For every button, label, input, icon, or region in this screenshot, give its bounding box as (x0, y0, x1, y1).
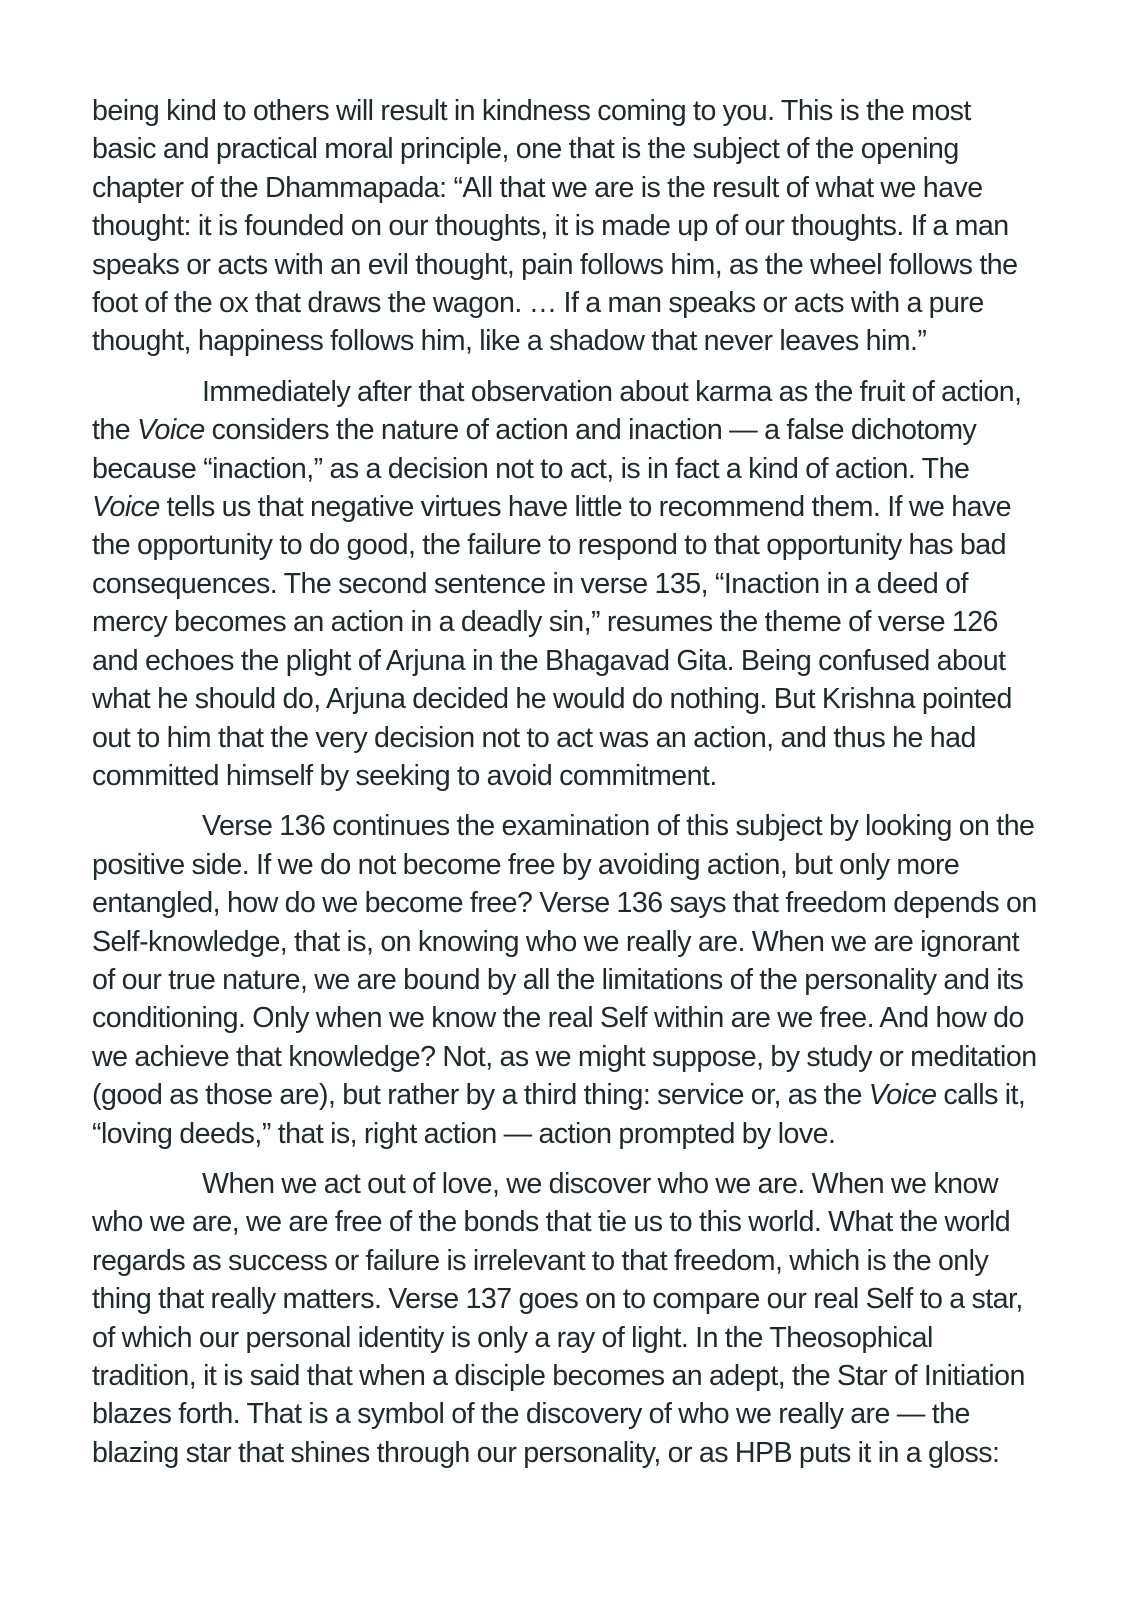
text-line (92, 373, 1052, 411)
paragraph (92, 1165, 1052, 1472)
text-run: considers the nature of action and inaction — a false dichotomy (204, 414, 977, 447)
text-line (92, 1165, 1052, 1203)
text-run: we achieve that knowledge? Not, as we might suppose, by study or meditation (92, 1040, 1037, 1073)
text-line (92, 1115, 1052, 1153)
text-run: entangled, how do we become free? Verse 136 says that freedom depends on (92, 887, 1037, 920)
text-run: (good as those are), but rather by a third thing: service or, as the (92, 1079, 869, 1112)
text-run: out to him that the very decision not to act was an action, and thus he had (92, 721, 976, 754)
text-run: blazes forth. That is a symbol of the discovery of who we really are — the (92, 1398, 970, 1431)
text-run: of our true nature, we are bound by all the limitations of the personality and its (92, 963, 1024, 996)
text-line (92, 999, 1052, 1037)
text-run: conditioning. Only when we know the real Self within are we free. And how do (92, 1002, 1024, 1035)
text-line (92, 1242, 1052, 1280)
text-line (92, 488, 1052, 526)
text-run: of which our personal identity is only a ray of light. In the Theosophical (92, 1321, 933, 1354)
text-run: thought: it is founded on our thoughts, it is made up of our thoughts. If a man (92, 210, 1009, 243)
text-run: calls it, (936, 1079, 1026, 1112)
italic-title: Voice (868, 1079, 937, 1112)
text-line (92, 450, 1052, 488)
paragraph (92, 92, 1052, 361)
text-run: blazing star that shines through our personality, or as HPB puts it in a gloss: (92, 1436, 1000, 1469)
text-line (92, 169, 1052, 207)
text-run: who we are, we are free of the bonds that tie us to this world. What the world (92, 1206, 1011, 1239)
text-line (92, 565, 1052, 603)
text-line (92, 1038, 1052, 1076)
text-line (92, 680, 1052, 718)
text-run: regards as success or failure is irrelevant to that freedom, which is the only (92, 1244, 989, 1277)
text-run: speaks or acts with an evil thought, pain follows him, as the wheel follows the (92, 248, 1018, 281)
text-run: Verse 136 continues the examination of this subject by looking on the (202, 810, 1035, 843)
text-line (92, 1203, 1052, 1241)
text-line (92, 1319, 1052, 1357)
text-run: tradition, it is said that when a disciple becomes an adept, the Star of Initiation (92, 1360, 1025, 1392)
text-line (92, 246, 1052, 284)
text-line (92, 884, 1052, 922)
text-run: consequences. The second sentence in verse 135, “Inaction in a deed of (92, 567, 968, 600)
italic-title: Voice (137, 414, 205, 447)
text-line (92, 757, 1052, 795)
text-line (92, 1280, 1052, 1318)
text-line (92, 130, 1052, 168)
text-line (92, 92, 1052, 130)
text-line (92, 923, 1052, 961)
text-run: the opportunity to do good, the failure to respond to that opportunity has bad (92, 529, 1006, 562)
text-run: tells us that negative virtues have little to recommend them. If we have (159, 491, 1012, 524)
text-run: “loving deeds,” that is, right action — action prompted by love. (92, 1117, 836, 1150)
text-run: positive side. If we do not become free by avoiding action, but only more (92, 848, 960, 881)
text-run: because “inaction,” as a decision not to act, is in fact a kind of action. The (92, 452, 970, 485)
text-run: Self-knowledge, that is, on knowing who we really are. When we are ignorant (92, 925, 1020, 958)
italic-title: Voice (92, 491, 160, 524)
text-line (92, 411, 1052, 449)
text-line (92, 207, 1052, 245)
text-line (92, 807, 1052, 845)
text-run: basic and practical moral principle, one that is the subject of the opening (92, 133, 959, 166)
text-line (92, 1395, 1052, 1433)
text-run: thing that really matters. Verse 137 goes on to compare our real Self to a star, (92, 1283, 1023, 1316)
text-line (92, 322, 1052, 360)
text-run: and echoes the plight of Arjuna in the Bhagavad Gita. Being confused about (92, 644, 1006, 677)
text-line (92, 961, 1052, 999)
paragraph (92, 373, 1052, 795)
text-run: When we act out of love, we discover who we are. When we know (202, 1167, 998, 1200)
text-line (92, 642, 1052, 680)
page-body (92, 92, 1052, 1484)
paragraph (92, 807, 1052, 1153)
text-run: committed himself by seeking to avoid commitment. (92, 759, 717, 792)
text-line (92, 284, 1052, 322)
text-run: chapter of the Dhammapada: “All that we are is the result of what we have (92, 171, 983, 204)
text-line (92, 1434, 1052, 1472)
text-run: the (92, 414, 137, 447)
text-line (92, 1076, 1052, 1114)
text-run: being kind to others will result in kindness coming to you. This is the most (92, 95, 971, 127)
text-line (92, 719, 1052, 757)
text-run: Immediately after that observation about karma as the fruit of action, (202, 375, 1022, 408)
text-run: thought, happiness follows him, like a shadow that never leaves him.” (92, 325, 927, 358)
text-line (92, 603, 1052, 641)
text-run: what he should do, Arjuna decided he would do nothing. But Krishna pointed (92, 683, 1012, 716)
text-line (92, 526, 1052, 564)
text-line (92, 1357, 1052, 1395)
text-line (92, 846, 1052, 884)
text-run: foot of the ox that draws the wagon. … If a man speaks or acts with a pure (92, 287, 984, 320)
text-run: mercy becomes an action in a deadly sin,” resumes the theme of verse 126 (92, 606, 998, 639)
